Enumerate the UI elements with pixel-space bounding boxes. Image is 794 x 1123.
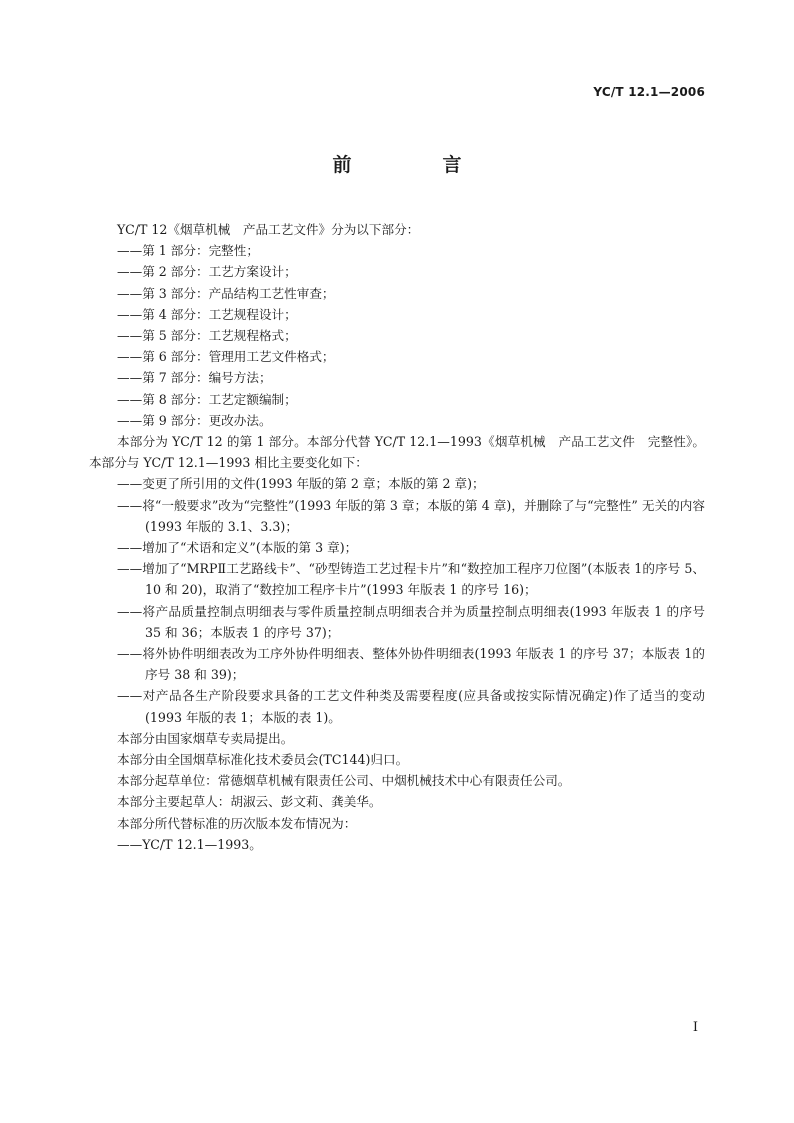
list-item: ——第 5 部分：工艺规程格式；	[117, 328, 297, 344]
list-item: ——第 3 部分：产品结构工艺性审查；	[117, 285, 335, 301]
change-item: ——将“一般要求”改为“完整性”(1993 年版的第 3 章；本版的第 4 章)，并删除了与“完整性” 无关的内容(1993 年版的 3.1、3.3)；	[117, 497, 705, 534]
change-item: ——将产品质量控制点明细表与零件质量控制点明细表合并为质量控制点明细表(1993 年版表 1 的序号 35 和 36；本版表 1 的序号 37)；	[117, 603, 705, 640]
foreword-body	[89, 219, 705, 855]
change-item: ——增加了“术语和定义”(本版的第 3 章)；	[117, 540, 358, 556]
centralized-by: 本部分由全国烟草标准化技术委员会(TC144)归口。	[117, 752, 409, 768]
history-intro: 本部分所代替标准的历次版本发布情况为：	[117, 815, 357, 831]
drafters: 本部分主要起草人：胡淑云、彭文莉、龚美华。	[117, 794, 382, 810]
change-item: ——增加了“MRPⅡ工艺路线卡”、“砂型铸造工艺过程卡片”和“数控加工程序刀位图”(本版表 1的序号 5、10 和 20)，取消了“数控加工程序卡片”(1993 年版表 1 的序号 16)；	[117, 561, 705, 598]
replace-statement: 本部分为 YC/T 12 的第 1 部分。本部分代替 YC/T 12.1—1993《烟草机械 产品工艺文件 完整性》。本部分与 YC/T 12.1—1993 相比主要变化如下：	[89, 434, 705, 471]
proposed-by: 本部分由国家烟草专卖局提出。	[117, 730, 294, 746]
list-item: ——第 7 部分：编号方法；	[117, 370, 272, 386]
list-item: ——第 4 部分：工艺规程设计；	[117, 306, 297, 322]
list-item: ——第 9 部分：更改办法。	[117, 412, 272, 428]
list-item: ——第 8 部分：工艺定额编制；	[117, 391, 297, 407]
drafting-units: 本部分起草单位：常德烟草机械有限责任公司、中烟机械技术中心有限责任公司。	[117, 773, 571, 789]
page-title: 前 言	[332, 154, 498, 176]
history-item: ——YC/T 12.1—1993。	[117, 836, 262, 852]
standard-code: YC/T 12.1—2006	[593, 85, 705, 99]
page-number: I	[692, 1020, 698, 1035]
intro-paragraph: YC/T 12《烟草机械 产品工艺文件》分为以下部分：	[117, 222, 420, 237]
change-item: ——变更了所引用的文件(1993 年版的第 2 章；本版的第 2 章)；	[117, 476, 485, 492]
list-item: ——第 1 部分：完整性；	[117, 243, 259, 259]
change-item: ——将外协件明细表改为工序外协件明细表、整体外协件明细表(1993 年版表 1 的序号 37；本版表 1的序号 38 和 39)；	[117, 646, 705, 683]
list-item: ——第 2 部分：工艺方案设计；	[117, 264, 297, 280]
change-item: ——对产品各生产阶段要求具备的工艺文件种类及需要程度(应具备或按实际情况确定)作了适当的变动(1993 年版的表 1；本版的表 1)。	[117, 688, 705, 725]
list-item: ——第 6 部分：管理用工艺文件格式；	[117, 349, 335, 365]
